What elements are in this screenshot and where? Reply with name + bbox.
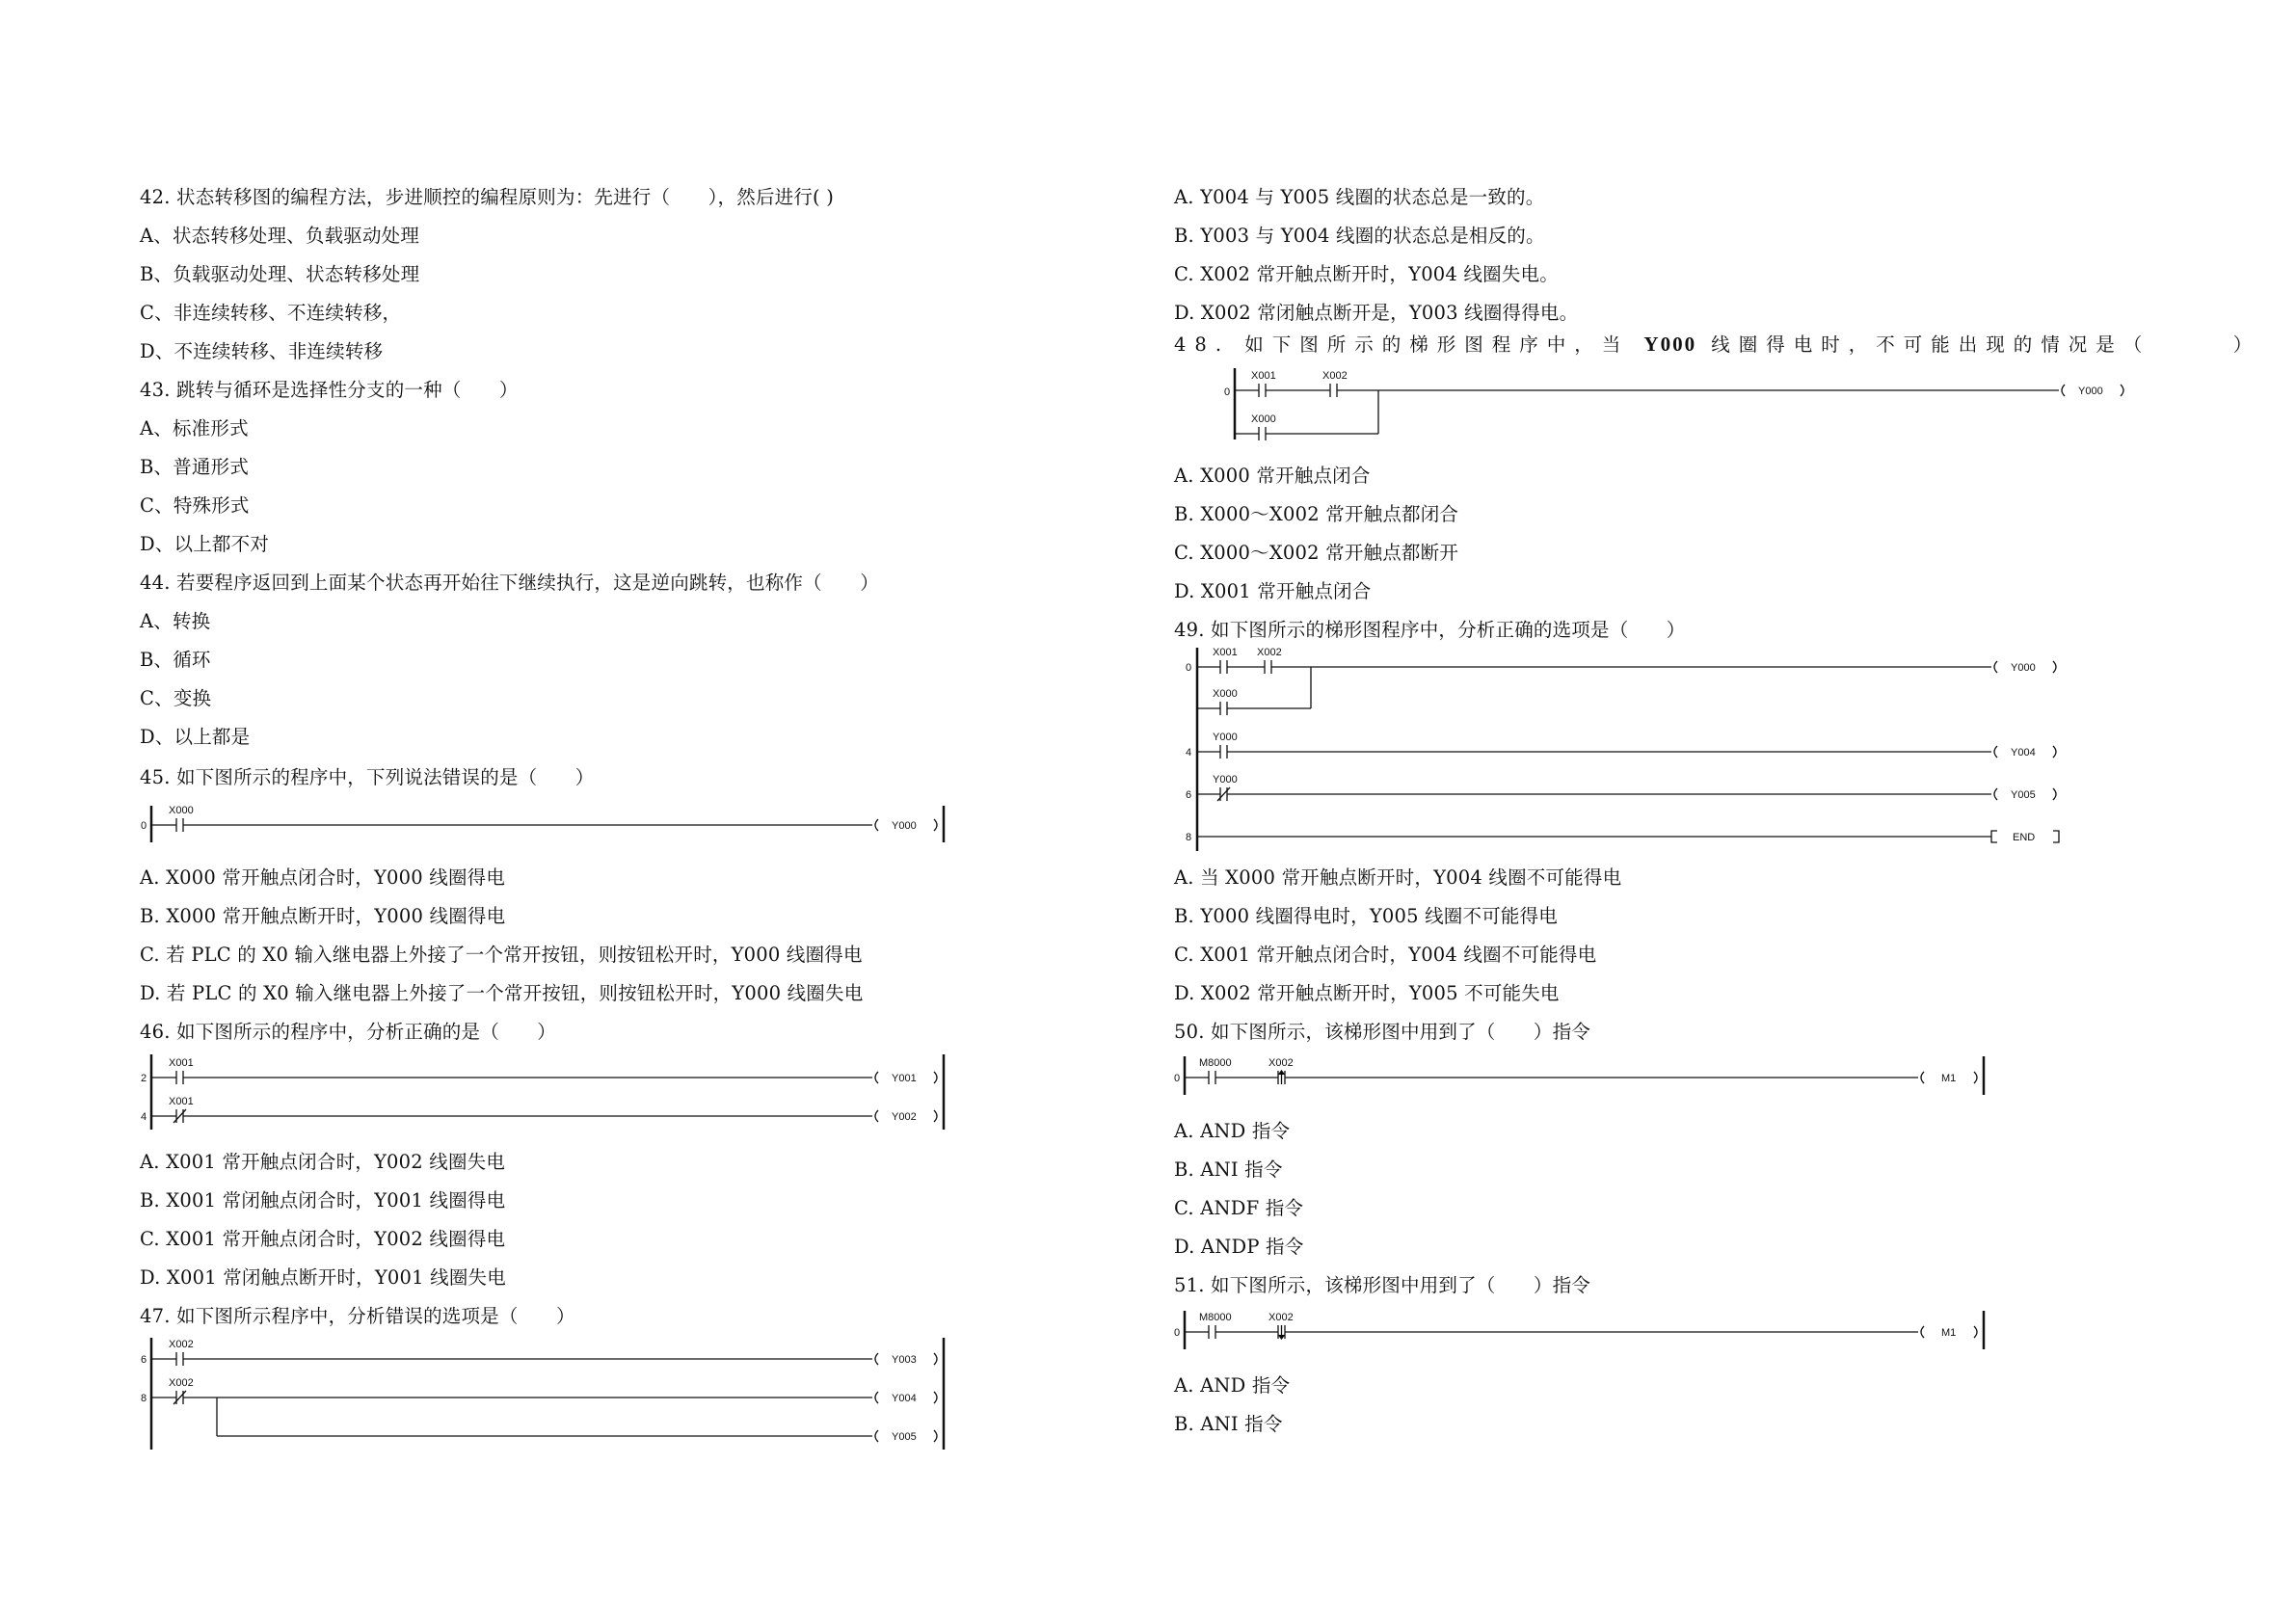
falling-edge-contact-icon [1278,1325,1285,1339]
q48-stem-after: 线圈得电时，不可能出现的情况是（ ） [1696,333,2261,356]
coil-label: Y005 [2011,789,2036,801]
question-47-stem: 47. 如下图所示程序中，分析错误的选项是（ ） [140,1305,575,1327]
normally-open-contact-icon [176,1071,183,1084]
coil-label: Y001 [892,1073,917,1084]
normally-open-contact-icon [1265,660,1271,674]
coil-label: Y000 [2011,662,2036,674]
q48-option-b: B. X000～X002 常开触点都闭合 [1174,503,1459,525]
contact-label: X001 [169,1096,194,1107]
step-number: 0 [1174,1327,1181,1339]
coil-label: Y002 [892,1111,917,1123]
q42-option-a: A、状态转移处理、负载驱动处理 [140,225,420,247]
q43-option-c: C、特殊形式 [140,494,250,517]
normally-open-contact-icon [1220,745,1227,759]
q49-option-a: A. 当 X000 常开触点断开时，Y004 线圈不可能得电 [1174,866,1622,889]
q42-option-b: B、负载驱动处理、状态转移处理 [140,263,420,285]
contact-label: X002 [1257,647,1282,658]
q48-option-a: A. X000 常开触点闭合 [1174,465,1371,487]
ladder-diagram-q45 [140,802,949,846]
q43-option-d: D、以上都不对 [140,533,270,555]
contact-label: X002 [1268,1312,1294,1323]
question-45-stem: 45. 如下图所示的程序中，下列说法错误的是（ ） [140,766,595,788]
normally-open-contact-icon [176,1352,183,1366]
step-number: 0 [1174,1073,1181,1084]
q45-option-d: D. 若 PLC 的 X0 输入继电器上外接了一个常开按钮，则按钮松开时，Y000 线圈失电 [140,982,864,1004]
question-43-stem: 43. 跳转与循环是选择性分支的一种（ ） [140,379,519,401]
q45-option-c: C. 若 PLC 的 X0 输入继电器上外接了一个常开按钮，则按钮松开时，Y000 线圈得电 [140,944,863,966]
q50-option-b: B. ANI 指令 [1174,1158,1283,1181]
q44-option-c: C、变换 [140,687,212,709]
q48-stem-bold: Y000 [1643,333,1697,356]
question-51-stem: 51. 如下图所示，该梯形图中用到了（ ）指令 [1174,1274,1591,1296]
step-number: 8 [141,1393,147,1404]
contact-label: X002 [169,1339,194,1350]
q51-option-a: A. AND 指令 [1174,1374,1291,1397]
coil-label: Y004 [892,1393,917,1404]
ladder-diagram-q46 [140,1052,949,1133]
q51-option-b: B. ANI 指令 [1174,1413,1283,1435]
q49-option-b: B. Y000 线圈得电时，Y005 线圈不可能得电 [1174,905,1559,927]
q44-option-a: A、转换 [140,610,211,632]
contact-label: M8000 [1199,1312,1232,1323]
question-50-stem: 50. 如下图所示，该梯形图中用到了（ ）指令 [1174,1021,1591,1043]
q45-option-b: B. X000 常开触点断开时，Y000 线圈得电 [140,905,506,927]
step-number: 0 [141,820,147,832]
ladder-diagram-q50 [1174,1052,1984,1099]
rising-edge-contact-icon [1278,1071,1285,1084]
q46-option-b: B. X001 常闭触点闭合时，Y001 线圈得电 [140,1189,506,1211]
normally-open-contact-icon [1220,702,1227,715]
q45-option-a: A. X000 常开触点闭合时，Y000 线圈得电 [140,866,506,889]
normally-open-contact-icon [1259,384,1266,397]
ladder-diagram-q49 [1186,644,2072,856]
contact-label: X000 [1213,688,1238,700]
q43-option-b: B、普通形式 [140,456,250,478]
question-44-stem: 44. 若要程序返回到上面某个状态再开始往下继续执行，这是逆向跳转，也称作（ ） [140,572,879,594]
coil-label: Y003 [892,1354,917,1366]
step-number: 4 [141,1111,147,1123]
normally-open-contact-icon [1220,660,1227,674]
q48-stem-before: 48. 如下图所示的梯形图程序中，当 [1174,333,1644,356]
step-number: 6 [1186,789,1192,801]
contact-label: M8000 [1199,1057,1232,1069]
normally-open-contact-icon [1209,1325,1215,1339]
q42-option-c: C、非连续转移、不连续转移， [140,302,402,324]
q50-option-c: C. ANDF 指令 [1174,1197,1304,1219]
step-number: 0 [1224,386,1231,398]
contact-label: X002 [1268,1057,1294,1069]
contact-label: X000 [169,805,194,816]
contact-label: X001 [1251,370,1276,382]
q47-option-d: D. X002 常闭触点断开是，Y003 线圈得得电。 [1174,302,1579,324]
coil-label: Y004 [2011,747,2036,759]
step-number: 2 [141,1073,147,1084]
q49-option-c: C. X001 常开触点闭合时，Y004 线圈不可能得电 [1174,944,1597,966]
step-number: 0 [1186,662,1192,674]
step-number: 4 [1186,747,1192,759]
coil-label: END [2013,832,2036,843]
step-number: 6 [141,1354,147,1366]
question-42-stem: 42. 状态转移图的编程方法，步进顺控的编程原则为：先进行（ ），然后进行( ) [140,186,835,208]
step-number: 8 [1186,832,1192,843]
q44-option-d: D、以上都是 [140,726,251,748]
coil-label: Y000 [892,820,917,832]
contact-label: X001 [169,1057,194,1069]
contact-label: X000 [1251,413,1276,425]
normally-open-contact-icon [1330,384,1337,397]
q47-option-a: A. Y004 与 Y005 线圈的状态总是一致的。 [1174,186,1545,208]
q46-option-a: A. X001 常开触点闭合时，Y002 线圈失电 [140,1151,506,1173]
q44-option-b: B、循环 [140,649,211,671]
q48-option-d: D. X001 常开触点闭合 [1174,580,1372,602]
question-48-stem [1174,332,2260,358]
q42-option-d: D、不连续转移、非连续转移 [140,340,384,362]
q46-option-c: C. X001 常开触点闭合时，Y002 线圈得电 [140,1228,506,1250]
contact-label: X002 [169,1377,194,1389]
question-46-stem: 46. 如下图所示的程序中，分析正确的是（ ） [140,1021,557,1043]
coil-label: M1 [1941,1327,1957,1339]
q50-option-d: D. ANDP 指令 [1174,1236,1304,1258]
contact-label: X002 [1322,370,1348,382]
contact-label: Y000 [1213,774,1238,785]
q47-option-b: B. Y003 与 Y004 线圈的状态总是相反的。 [1174,225,1545,247]
contact-label: X001 [1213,647,1238,658]
coil-label: M1 [1941,1073,1957,1084]
q48-option-c: C. X000～X002 常开触点都断开 [1174,542,1459,564]
q43-option-a: A、标准形式 [140,417,249,439]
normally-open-contact-icon [176,818,183,832]
coil-label: Y000 [2078,386,2103,397]
contact-label: Y000 [1213,732,1238,743]
q50-option-a: A. AND 指令 [1174,1120,1291,1142]
ladder-diagram-q47 [140,1334,949,1451]
question-49-stem: 49. 如下图所示的梯形图程序中，分析正确的选项是（ ） [1174,619,1686,641]
q46-option-d: D. X001 常闭触点断开时，Y001 线圈失电 [140,1266,506,1289]
ladder-diagram-q51 [1174,1307,1984,1353]
q49-option-d: D. X002 常开触点断开时，Y005 不可能失电 [1174,982,1560,1004]
normally-open-contact-icon [1259,427,1266,440]
ladder-diagram-q48 [1224,364,2130,441]
q47-option-c: C. X002 常开触点断开时，Y004 线圈失电。 [1174,263,1559,285]
normally-open-contact-icon [1209,1071,1215,1084]
coil-label: Y005 [892,1431,917,1443]
